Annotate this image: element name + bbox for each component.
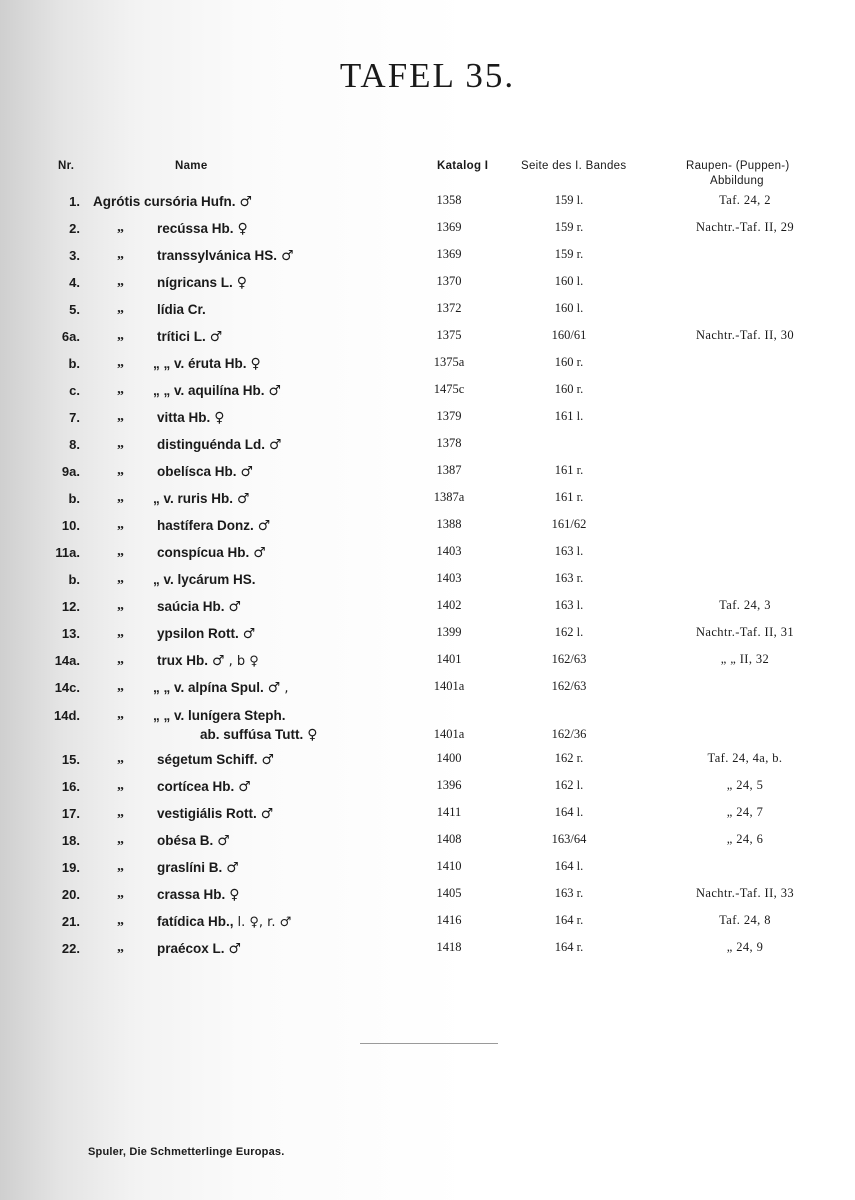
table-row	[0, 517, 855, 541]
species-name: trux Hb.	[157, 653, 209, 668]
species-name-cell	[157, 805, 273, 823]
table-row	[0, 409, 855, 433]
katalog-number: 1405	[436, 886, 462, 900]
species-name-cell	[157, 274, 247, 292]
katalog-number: 1401	[436, 652, 462, 666]
table-row	[0, 805, 855, 829]
species-name-cell	[157, 436, 282, 454]
illustration-reference: Taf. 24, 4a, b.	[707, 751, 783, 765]
katalog-number: 1378	[436, 436, 462, 450]
species-name: distinguénda Ld.	[157, 437, 265, 452]
species-name-cell	[157, 652, 259, 670]
row-number: 8.	[69, 437, 80, 452]
katalog-number: 1387	[436, 463, 462, 477]
sex-symbol: ♂	[212, 653, 225, 669]
sex-symbol: ♀	[236, 275, 248, 291]
species-name: vitta Hb.	[157, 410, 211, 425]
species-name: „ „ v. lunígera Steph.	[153, 708, 286, 723]
ditto-mark: „	[117, 382, 124, 397]
sex-symbol: ♂	[281, 248, 294, 264]
ditto-mark: „	[117, 832, 124, 847]
page-reference: 163 r.	[554, 571, 584, 585]
species-name: obésa B.	[157, 833, 214, 848]
row-number: 22.	[61, 941, 80, 956]
page-reference: 159 l.	[554, 193, 584, 207]
row-number: 6a.	[61, 329, 80, 344]
species-aberration: ab. suffúsa Tutt.	[200, 727, 304, 742]
sex-symbol: ♂	[269, 437, 282, 453]
katalog-number: 1388	[436, 517, 462, 531]
table-row	[0, 328, 855, 352]
ditto-mark: „	[117, 778, 124, 793]
sex-symbol: ♂	[217, 833, 230, 849]
page-reference: 163/64	[551, 832, 587, 846]
ditto-mark: „	[117, 707, 124, 722]
row-number: 5.	[69, 302, 80, 317]
sex-symbol: ♂	[228, 941, 242, 957]
species-name-cell	[93, 193, 252, 211]
sex-symbol: ♀	[237, 221, 248, 237]
katalog-number: 1372	[436, 301, 462, 315]
table-row	[0, 598, 855, 622]
katalog-number: 1358	[436, 193, 462, 207]
sex-note: ,	[284, 681, 289, 696]
katalog-number: 1416	[436, 913, 462, 927]
katalog-number: 1402	[436, 598, 462, 612]
row-number: c.	[69, 383, 80, 398]
katalog-number: 1369	[436, 220, 462, 234]
species-name-cell	[157, 328, 222, 346]
sex-note: l. ♀, r. ♂	[237, 915, 292, 930]
species-name-cell	[153, 355, 261, 373]
species-name-cell	[153, 571, 256, 589]
ditto-mark: „	[117, 751, 124, 766]
katalog-number: 1418	[436, 940, 462, 954]
header-nr: Nr.	[58, 160, 75, 172]
sex-symbol: ♂	[253, 545, 266, 561]
species-name: ségetum Schiff.	[157, 752, 258, 767]
table-row	[0, 913, 855, 937]
sex-symbol: ♂	[261, 752, 275, 768]
table-row	[0, 544, 855, 568]
page-reference: 161 l.	[554, 409, 584, 423]
species-name-cell	[157, 778, 251, 796]
table-row	[0, 274, 855, 298]
row-number: 14d.	[53, 708, 80, 723]
species-name: „ „ v. aquilína Hb.	[153, 383, 265, 398]
page-reference: 159 r.	[554, 220, 584, 234]
row-number: 14a.	[54, 653, 80, 668]
table-row	[0, 940, 855, 964]
species-name: nígricans L.	[157, 275, 233, 290]
illustration-reference: „ „ II, 32	[720, 652, 770, 666]
katalog-number: 1411	[436, 805, 462, 819]
row-number: b.	[68, 572, 80, 587]
species-name-cell	[157, 625, 255, 643]
illustration-reference: Nachtr.-Taf. II, 29	[695, 220, 794, 234]
species-name-line2	[200, 726, 318, 744]
species-name: crassa Hb.	[157, 887, 226, 902]
row-number: 7.	[69, 410, 80, 425]
page-reference: 162/63	[551, 679, 587, 693]
table-row	[0, 355, 855, 379]
sex-symbol: ♂	[257, 518, 271, 534]
ditto-mark: „	[117, 355, 124, 370]
table-row	[0, 571, 855, 595]
ditto-mark: „	[117, 274, 124, 289]
katalog-number: 1375	[436, 328, 462, 342]
row-number: 11a.	[55, 545, 80, 560]
page-reference: 161 r.	[554, 463, 584, 477]
ditto-mark: „	[117, 544, 124, 559]
species-name: Agrótis cursória Hufn.	[93, 194, 236, 209]
row-number: b.	[68, 356, 80, 371]
ditto-mark: „	[117, 625, 124, 640]
row-number: 9a.	[61, 464, 80, 479]
header-raupen: Raupen- (Puppen-)	[686, 160, 790, 172]
species-name-cell	[157, 301, 206, 319]
species-name: „ v. ruris Hb.	[153, 491, 234, 506]
row-number: b.	[68, 491, 80, 506]
page-reference: 163 r.	[554, 886, 584, 900]
ditto-mark: „	[117, 301, 124, 316]
katalog-number: 1475c	[433, 382, 465, 396]
species-name: graslíni B.	[157, 860, 223, 875]
illustration-reference: Nachtr.-Taf. II, 31	[695, 625, 794, 639]
page-reference: 161 r.	[554, 490, 584, 504]
species-name-cell	[157, 247, 294, 265]
illustration-reference: Taf. 24, 3	[719, 598, 771, 612]
page-reference: 160 l.	[554, 301, 584, 315]
katalog-number: 1396	[436, 778, 462, 792]
ditto-mark: „	[117, 490, 124, 505]
illustration-reference: Taf. 24, 2	[719, 193, 771, 207]
katalog-number: 1387a	[433, 490, 465, 504]
sex-symbol: ♂	[267, 680, 281, 696]
sex-symbol: ♂	[238, 779, 251, 795]
species-name-cell	[157, 886, 240, 904]
sex-symbol: ♂	[239, 194, 253, 210]
footer-citation: Spuler, Die Schmetterlinge Europas.	[88, 1146, 285, 1158]
species-name: trítici L.	[157, 329, 206, 344]
katalog-number: 1401a	[433, 679, 465, 693]
page-reference: 164 r.	[554, 913, 584, 927]
header-abbildung: Abbildung	[710, 175, 764, 187]
species-name: saúcia Hb.	[157, 599, 225, 614]
table-row	[0, 886, 855, 910]
table-row	[0, 193, 855, 217]
ditto-mark: „	[117, 886, 124, 901]
ditto-mark: „	[117, 517, 124, 532]
page-reference: 164 r.	[554, 940, 584, 954]
header-name: Name	[175, 160, 208, 172]
illustration-reference: Nachtr.-Taf. II, 30	[695, 328, 794, 342]
table-row	[0, 247, 855, 271]
ditto-mark: „	[117, 940, 124, 955]
species-name: „ „ v. alpína Spul.	[153, 680, 264, 695]
divider-line	[360, 1043, 498, 1044]
sex-symbol: ♂	[237, 491, 250, 507]
header-katalog: Katalog I	[437, 160, 489, 172]
species-name-cell	[157, 463, 253, 481]
page-reference: 160 l.	[554, 274, 584, 288]
table-row	[0, 301, 855, 325]
page-reference: 161/62	[551, 517, 587, 531]
page-reference: 162 l.	[554, 625, 584, 639]
table-row	[0, 490, 855, 514]
species-name-cell	[153, 679, 288, 697]
table-row	[0, 220, 855, 244]
table-row	[0, 463, 855, 487]
sex-symbol: ♀	[307, 727, 318, 743]
sex-symbol: ♀	[250, 356, 261, 372]
species-name-cell	[157, 940, 241, 958]
ditto-mark: „	[117, 859, 124, 874]
katalog-number: 1375a	[433, 355, 465, 369]
species-name-cell	[153, 490, 250, 508]
illustration-reference: Taf. 24, 8	[719, 913, 771, 927]
species-name-cell	[157, 913, 291, 931]
table-row	[0, 652, 855, 676]
species-name: lídia Cr.	[157, 302, 206, 317]
katalog-number: 1379	[436, 409, 462, 423]
katalog-number: 1369	[436, 247, 462, 261]
species-name: hastífera Donz.	[157, 518, 254, 533]
row-number: 10.	[61, 518, 80, 533]
species-name: cortícea Hb.	[157, 779, 235, 794]
table-row	[0, 382, 855, 406]
row-number: 18.	[61, 833, 80, 848]
species-name-cell	[157, 832, 230, 850]
species-name-cell	[157, 220, 248, 238]
species-name-cell	[157, 859, 239, 877]
species-name-cell	[157, 598, 241, 616]
page-reference: 160 r.	[554, 382, 584, 396]
table-row	[0, 832, 855, 856]
header-seite: Seite des I. Bandes	[521, 160, 627, 172]
sex-symbol: ♀	[214, 410, 225, 426]
row-number: 12.	[61, 599, 80, 614]
ditto-mark: „	[117, 571, 124, 586]
illustration-reference: „ 24, 9	[726, 940, 764, 954]
page-reference: 159 r.	[554, 247, 584, 261]
katalog-number: 1400	[436, 751, 462, 765]
species-name-cell	[157, 517, 270, 535]
katalog-number: 1410	[436, 859, 462, 873]
ditto-mark: „	[117, 247, 124, 262]
species-name-cell	[157, 409, 225, 427]
ditto-mark: „	[117, 328, 124, 343]
page-reference: 162/63	[551, 652, 587, 666]
species-name: „ „ v. éruta Hb.	[153, 356, 247, 371]
katalog-number: 1403	[436, 571, 462, 585]
species-name: obelísca Hb.	[157, 464, 237, 479]
species-name: conspícua Hb.	[157, 545, 250, 560]
katalog-number: 1370	[436, 274, 462, 288]
illustration-reference: „ 24, 7	[726, 805, 764, 819]
sex-symbol: ♂	[268, 383, 282, 399]
page-title: TAFEL 35.	[339, 56, 516, 95]
page-reference: 160/61	[551, 328, 587, 342]
sex-symbol: ♀	[229, 887, 240, 903]
katalog-number: 1399	[436, 625, 462, 639]
species-name: „ v. lycárum HS.	[153, 572, 256, 587]
table-row	[0, 751, 855, 775]
sex-symbol: ♂	[228, 599, 242, 615]
ditto-mark: „	[117, 436, 124, 451]
row-number: 17.	[61, 806, 80, 821]
katalog-number: 1401a	[433, 727, 465, 741]
species-name: ypsilon Rott.	[157, 626, 239, 641]
illustration-reference: Nachtr.-Taf. II, 33	[695, 886, 794, 900]
ditto-mark: „	[117, 913, 124, 928]
ditto-mark: „	[117, 409, 124, 424]
sex-symbol: ♂	[209, 329, 223, 345]
row-number: 1.	[69, 194, 80, 209]
table-row	[0, 778, 855, 802]
species-name: fatídica Hb.,	[157, 914, 234, 929]
species-name: vestigiális Rott.	[157, 806, 257, 821]
ditto-mark: „	[117, 805, 124, 820]
ditto-mark: „	[117, 220, 124, 235]
row-number: 3.	[69, 248, 80, 263]
row-number: 16.	[61, 779, 80, 794]
species-name-cell	[153, 707, 286, 725]
table-row	[0, 707, 855, 743]
page-reference: 164 l.	[554, 805, 584, 819]
page-reference: 162/36	[551, 727, 587, 741]
ditto-mark: „	[117, 463, 124, 478]
katalog-number: 1408	[436, 832, 462, 846]
page-reference: 162 r.	[554, 751, 584, 765]
species-name: praécox L.	[157, 941, 225, 956]
page-reference: 162 l.	[554, 778, 584, 792]
row-number: 14c.	[54, 680, 80, 695]
row-number: 19.	[61, 860, 80, 875]
row-number: 13.	[61, 626, 80, 641]
sex-symbol: ♂	[240, 464, 254, 480]
table-row	[0, 625, 855, 649]
row-number: 4.	[69, 275, 80, 290]
sex-symbol: ♂	[260, 806, 274, 822]
sex-note: , b ♀	[228, 654, 259, 669]
row-number: 21.	[61, 914, 80, 929]
katalog-number: 1403	[436, 544, 462, 558]
species-name-cell	[157, 544, 266, 562]
row-number: 2.	[69, 221, 80, 236]
sex-symbol: ♂	[242, 626, 256, 642]
illustration-reference: „ 24, 5	[726, 778, 764, 792]
ditto-mark: „	[117, 652, 124, 667]
species-name-cell	[157, 751, 274, 769]
illustration-reference: „ 24, 6	[726, 832, 764, 846]
ditto-mark: „	[117, 598, 124, 613]
row-number: 20.	[61, 887, 80, 902]
table-row	[0, 679, 855, 703]
table-row	[0, 859, 855, 883]
page-reference: 163 l.	[554, 544, 584, 558]
page-reference: 160 r.	[554, 355, 584, 369]
table-row	[0, 436, 855, 460]
species-name: transsylvánica HS.	[157, 248, 278, 263]
row-number: 15.	[61, 752, 80, 767]
sex-symbol: ♂	[226, 860, 239, 876]
ditto-mark: „	[117, 679, 124, 694]
species-name: recússa Hb.	[157, 221, 234, 236]
page-reference: 163 l.	[554, 598, 584, 612]
page-reference: 164 l.	[554, 859, 584, 873]
species-name-cell	[153, 382, 281, 400]
